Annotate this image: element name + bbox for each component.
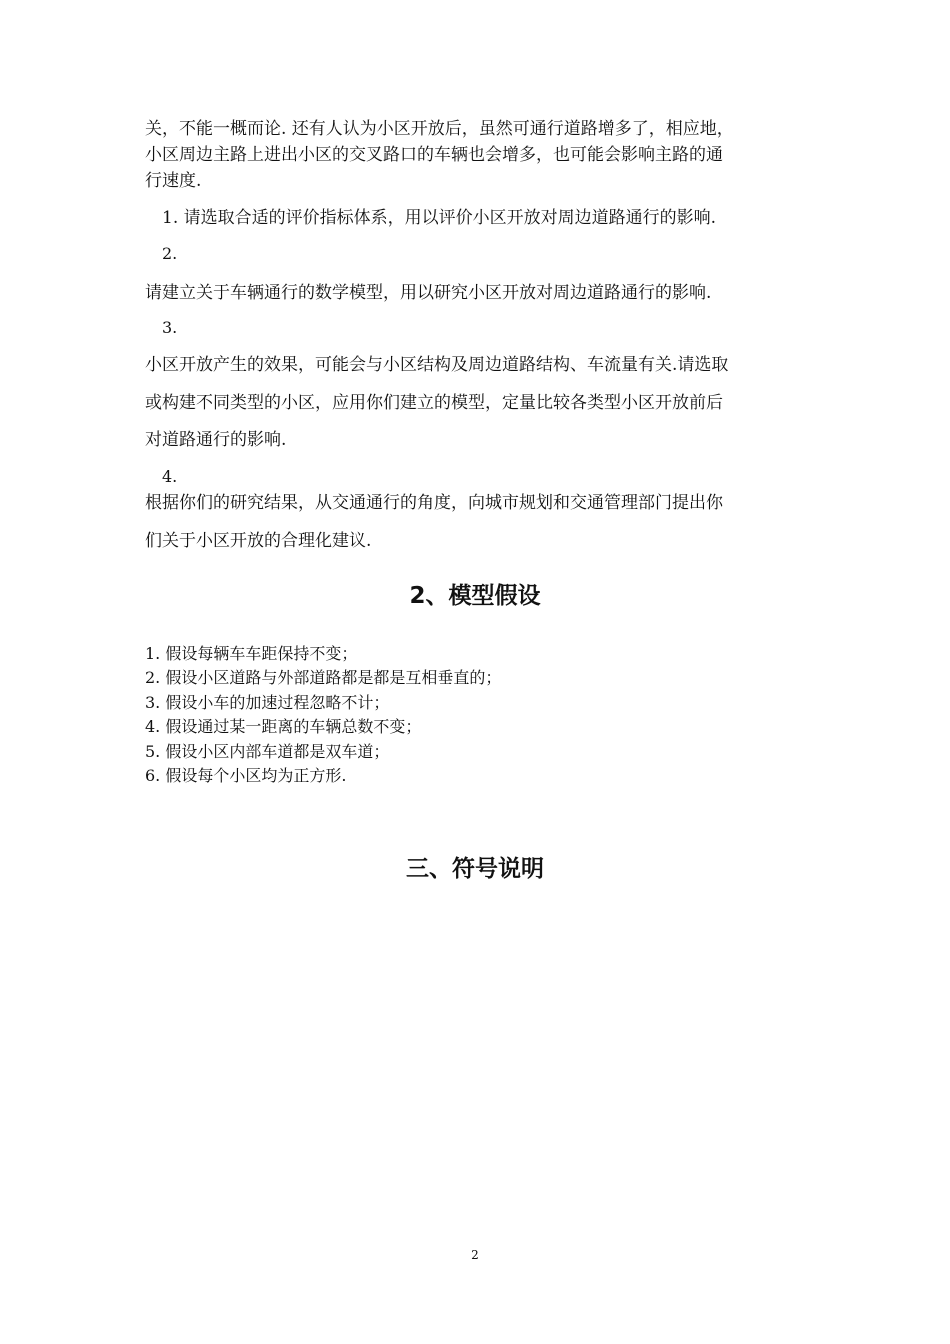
section-2-title: 2、模型假设 [409,583,541,609]
question-3-number: 3. [162,318,178,337]
assumption-item: 2. 假设小区道路与外部道路都是都是互相垂直的； [145,668,502,688]
section-3-title: 三、符号说明 [406,856,544,882]
question-1 [162,206,822,232]
question-3-line-3: 对道路通行的影响. [145,430,287,450]
assumption-item: 5. 假设小区内部车道都是双车道； [145,741,390,761]
question-3-line-1: 小区开放产生的效果，可能会与小区结构及周边道路结构、车流量有关.请选取 [145,355,729,375]
intro-line-2: 小区周边主路上进出小区的交叉路口的车辆也会增多，也可能会影响主路的通 [145,145,723,165]
question-2-number: 2. [162,244,178,263]
question-4-number: 4. [162,467,178,486]
page-number: 2 [471,1248,479,1262]
question-4-line-1: 根据你们的研究结果，从交通通行的角度，向城市规划和交通管理部门提出你 [145,493,723,513]
question-3-line-2: 或构建不同类型的小区，应用你们建立的模型，定量比较各类型小区开放前后 [145,393,723,413]
assumption-item: 6. 假设每个小区均为正方形. [145,766,347,786]
question-4-line-2: 们关于小区开放的合理化建议. [145,531,372,551]
assumptions-list [145,642,501,788]
question-1-text: 请选取合适的评价指标体系，用以评价小区开放对周边道路通行的影响. [183,208,717,228]
assumption-item: 3. 假设小车的加速过程忽略不计； [145,692,390,712]
question-1-number: 1. [162,208,179,228]
intro-line-3: 行速度. [145,171,202,191]
intro-line-1: 关，不能一概而论. 还有人认为小区开放后，虽然可通行道路增多了，相应地， [145,119,734,139]
assumption-item: 1. 假设每辆车车距保持不变； [145,644,358,663]
assumption-item: 4. 假设通过某一距离的车辆总数不变； [145,717,422,737]
question-2-line-1: 请建立关于车辆通行的数学模型，用以研究小区开放对周边道路通行的影响. [145,283,712,303]
